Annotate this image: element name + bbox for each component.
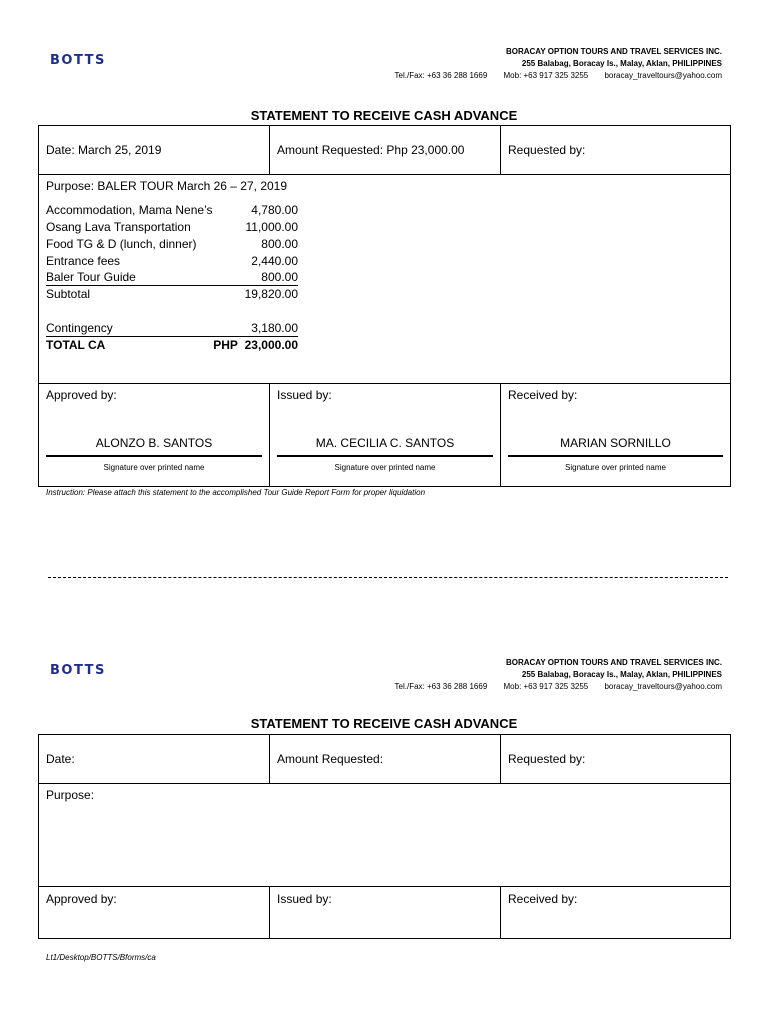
signature-line: [277, 455, 493, 457]
expense-item: Osang Lava Transportation 11,000.00: [46, 220, 298, 234]
received-by-cell: [501, 384, 730, 486]
email: boracay_traveltours@yahoo.com: [604, 71, 722, 80]
file-path-footer: Lt1/Desktop/BOTTS/Bforms/ca: [46, 953, 156, 962]
company-logo: BOTTS: [50, 53, 106, 68]
cash-advance-form-filled: [38, 125, 731, 487]
approved-by-label: Approved by:: [46, 388, 117, 402]
received-by-cell: Received by:: [508, 892, 578, 906]
requested-by-field: Requested by:: [508, 143, 586, 157]
requested-by-field: Requested by:: [508, 752, 586, 766]
contingency-row: Contingency 3,180.00: [46, 321, 298, 335]
date-field: Date: March 25, 2019: [39, 126, 270, 174]
company-address: 255 Balabag, Boracay Is., Malay, Aklan, PHILIPPINES: [521, 59, 722, 68]
signature-caption: Signature over printed name: [103, 463, 205, 472]
amount-field: Amount Requested:: [270, 735, 501, 783]
company-name: BORACAY OPTION TOURS AND TRAVEL SERVICES INC.: [505, 658, 722, 667]
issued-by-label: Issued by:: [277, 388, 332, 402]
form-title: STATEMENT TO RECEIVE CASH ADVANCE: [250, 108, 518, 123]
expense-item: Baler Tour Guide 800.00: [46, 270, 298, 284]
purpose-text: Purpose: BALER TOUR March 26 – 27, 2019: [46, 179, 288, 193]
subtotal-row: Subtotal 19,820.00: [46, 287, 298, 301]
form-title: STATEMENT TO RECEIVE CASH ADVANCE: [250, 716, 518, 731]
company-contact: [395, 681, 722, 693]
approved-by-cell: Approved by:: [39, 887, 270, 938]
company-info: [395, 46, 722, 82]
date-field: Date:: [39, 735, 270, 783]
telfax: Tel./Fax: +63 36 288 1669: [394, 71, 488, 80]
received-by-name: MARIAN SORNILLO: [560, 436, 671, 450]
cut-line: [48, 577, 728, 578]
signature-row: [39, 887, 730, 938]
signature-line: [46, 455, 262, 457]
expense-item: Accommodation, Mama Nene’s 4,780.00: [46, 203, 298, 217]
mobile: Mob: +63 917 325 3255: [503, 71, 589, 80]
signature-caption: Signature over printed name: [565, 463, 666, 472]
signature-caption: Signature over printed name: [334, 463, 436, 472]
signature-row: [39, 384, 730, 486]
expense-item: Entrance fees 2,440.00: [46, 254, 298, 268]
issued-by-cell: [270, 384, 501, 486]
total-row: TOTAL CA PHP 23,000.00: [46, 338, 298, 352]
approved-by-name: ALONZO B. SANTOS: [95, 436, 213, 450]
purpose-section: [39, 784, 730, 887]
company-logo: BOTTS: [50, 663, 106, 678]
amount-field: Amount Requested: Php 23,000.00: [270, 126, 501, 174]
telfax: Tel./Fax: +63 36 288 1669: [394, 682, 488, 691]
expense-list: [46, 202, 298, 354]
issued-by-cell: Issued by:: [270, 887, 501, 938]
instruction-text: Instruction: Please attach this statement to the accomplished Tour Guide Report Form for proper liquidation: [46, 488, 426, 497]
cash-advance-form-blank: [38, 734, 731, 939]
company-info: [395, 657, 722, 693]
purpose-label: Purpose:: [46, 788, 95, 802]
approved-by-cell: [39, 384, 270, 486]
header-row: [39, 735, 730, 784]
mobile: Mob: +63 917 325 3255: [503, 682, 589, 691]
company-name: BORACAY OPTION TOURS AND TRAVEL SERVICES INC.: [505, 47, 722, 56]
purpose-section: [39, 175, 730, 384]
company-address: 255 Balabag, Boracay Is., Malay, Aklan, PHILIPPINES: [521, 670, 722, 679]
issued-by-name: MA. CECILIA C. SANTOS: [315, 436, 455, 450]
company-contact: [395, 70, 722, 82]
expense-item: Food TG & D (lunch, dinner) 800.00: [46, 237, 298, 251]
signature-line: [508, 455, 723, 457]
received-by-label: Received by:: [508, 388, 578, 402]
header-row: [39, 126, 730, 175]
email: boracay_traveltours@yahoo.com: [604, 682, 722, 691]
